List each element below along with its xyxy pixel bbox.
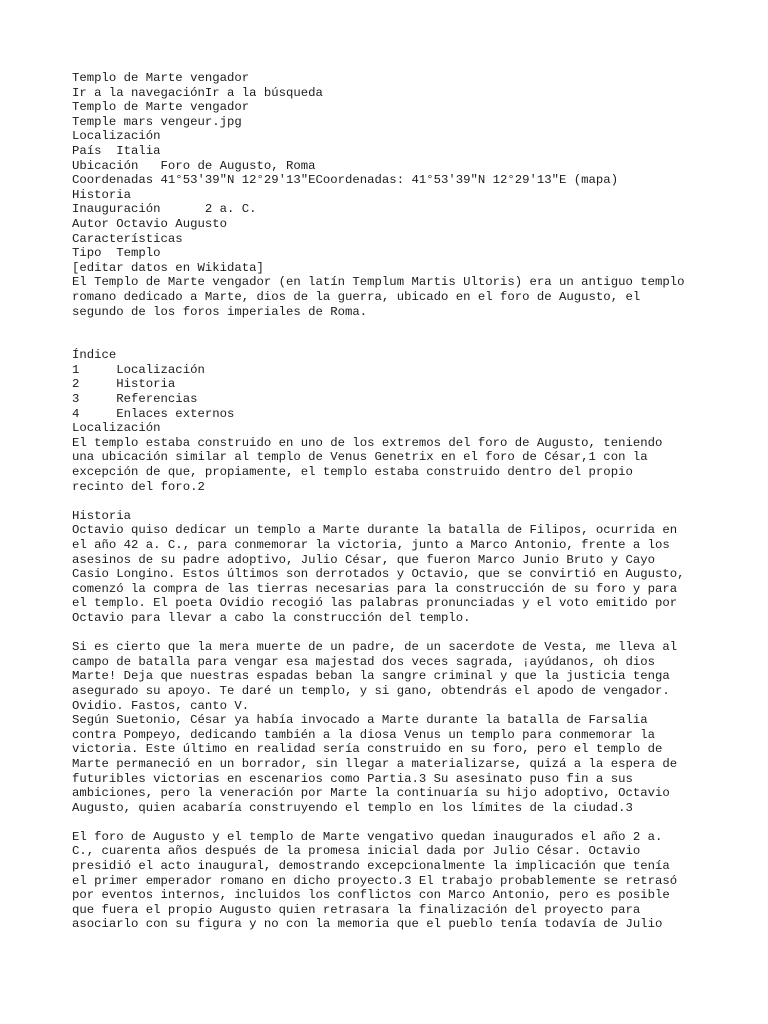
text-line: asociarlo con su figura y no con la memoria que el pueblo tenía todavía de Julio (72, 917, 663, 932)
text-line: Octavio quiso dedicar un templo a Marte durante la batalla de Filipos, ocurrida en (72, 523, 678, 538)
text-line: Inauguración 2 a. C. (72, 202, 257, 217)
text-line: Según Suetonio, César ya había invocado a Marte durante la batalla de Farsalia (72, 713, 648, 728)
text-block (72, 509, 732, 626)
text-line: el templo. El poeta Ovidio recogió las palabras pronunciadas y el voto emitido por (72, 596, 678, 611)
text-line: presidió el acto inaugural, demostrando excepcionalmente la implicación que tenía (72, 859, 670, 874)
text-line: por eventos internos, incluidos los conflictos con Marco Antonio, pero es posible (72, 888, 670, 903)
text-line: Características (72, 231, 183, 246)
text-line: excepción de que, propiamente, el templo estaba construido dentro del propio (72, 465, 633, 480)
blank-line (72, 334, 732, 349)
text-line: campo de batalla para vengar esa majestad dos veces sagrada, ¡ayúdanos, oh dios (72, 654, 655, 669)
text-line: El Templo de Marte vengador (en latín Templum Martis Ultoris) era un antiguo templo (72, 275, 685, 290)
text-line: Ir a la navegaciónIr a la búsqueda (72, 85, 323, 100)
text-line: una ubicación similar al templo de Venus Genetrix en el foro de César,1 con la (72, 450, 648, 465)
text-block (72, 348, 732, 494)
text-line: Templo de Marte vengador (72, 71, 250, 85)
document-body (72, 71, 732, 932)
text-line: C., cuarenta años después de la promesa inicial dada por Julio César. Octavio (72, 844, 641, 859)
text-line: ambiciones, pero la veneración por Marte la continuaría su hijo adoptivo, Octavio (72, 786, 670, 801)
text-line: futuribles victorias en escenarios como Partia.3 Su asesinato puso fin a sus (72, 771, 633, 786)
text-line: comenzó la compra de las tierras necesarias para la construcción de su foro y para (72, 581, 678, 596)
text-line: 1 Localización (72, 362, 205, 377)
text-line: El templo estaba construido en uno de los extremos del foro de Augusto, teniendo (72, 435, 663, 450)
text-line: victoria. Este último en realidad sería construido en su foro, pero el templo de (72, 742, 663, 757)
blank-line (72, 626, 732, 641)
blank-line (72, 494, 732, 509)
text-line: Templo de Marte vengador (72, 100, 250, 115)
text-line: romano dedicado a Marte, dios de la guerra, ubicado en el foro de Augusto, el (72, 289, 641, 304)
text-block (72, 71, 732, 319)
text-line: El foro de Augusto y el templo de Marte vengativo quedan inaugurados el año 2 a. (72, 829, 663, 844)
text-line: asesinos de su padre adoptivo, Julio César, que fueron Marco Junio Bruto y Cayo (72, 552, 655, 567)
text-line: 3 Referencias (72, 392, 198, 407)
text-line: Marte permaneció en un borrador, sin llegar a materializarse, quizá a la espera de (72, 756, 678, 771)
blank-line (72, 319, 732, 334)
text-line: 2 Historia (72, 377, 176, 392)
text-line: Coordenadas 41°53′39″N 12°29′13″ECoordenadas: 41°53′39″N 12°29′13″E (mapa) (72, 173, 619, 188)
text-line: contra Pompeyo, dedicando también a la diosa Venus un templo para conmemorar la (72, 727, 655, 742)
text-line: Tipo Templo (72, 246, 161, 261)
text-line: País Italia (72, 143, 161, 158)
text-line: Octavio para llevar a cabo la construcción del templo. (72, 610, 471, 625)
text-line: [editar datos en Wikidata] (72, 260, 264, 275)
text-line: asegurado su apoyo. Te daré un templo, y si gano, obtendrás el apodo de vengador. (72, 683, 670, 698)
text-line: Historia (72, 508, 132, 523)
text-line: el primer emperador romano en dicho proyecto.3 El trabajo probablemente se retrasó (72, 873, 678, 888)
text-block (72, 830, 732, 932)
text-line: Historia (72, 187, 132, 202)
text-line: Temple mars vengeur.jpg (72, 114, 242, 129)
text-line: Si es cierto que la mera muerte de un padre, de un sacerdote de Vesta, me lleva al (72, 640, 678, 655)
text-line: Localización (72, 129, 161, 144)
text-line: Índice (72, 348, 117, 363)
text-line: Ubicación Foro de Augusto, Roma (72, 158, 316, 173)
text-line: segundo de los foros imperiales de Roma. (72, 304, 368, 319)
text-line: Autor Octavio Augusto (72, 216, 227, 231)
text-line: recinto del foro.2 (72, 479, 205, 494)
text-line: Augusto, quien acabaría construyendo el templo en los límites de la ciudad.3 (72, 800, 633, 815)
text-line: el año 42 a. C., para conmemorar la victoria, junto a Marco Antonio, frente a los (72, 538, 670, 552)
text-line: que fuera el propio Augusto quien retrasara la finalización del proyecto para (72, 902, 641, 917)
text-line: Ovidio. Fastos, canto V. (72, 698, 250, 713)
text-line: Marte! Deja que nuestras espadas beban la sangre criminal y que la justicia tenga (72, 669, 670, 684)
text-line: Localización (72, 421, 161, 436)
text-line: Casio Longino. Estos últimos son derrotados y Octavio, que se convirtió en Augusto, (72, 567, 685, 582)
blank-line (72, 815, 732, 830)
text-block (72, 640, 732, 815)
text-line: 4 Enlaces externos (72, 406, 235, 421)
